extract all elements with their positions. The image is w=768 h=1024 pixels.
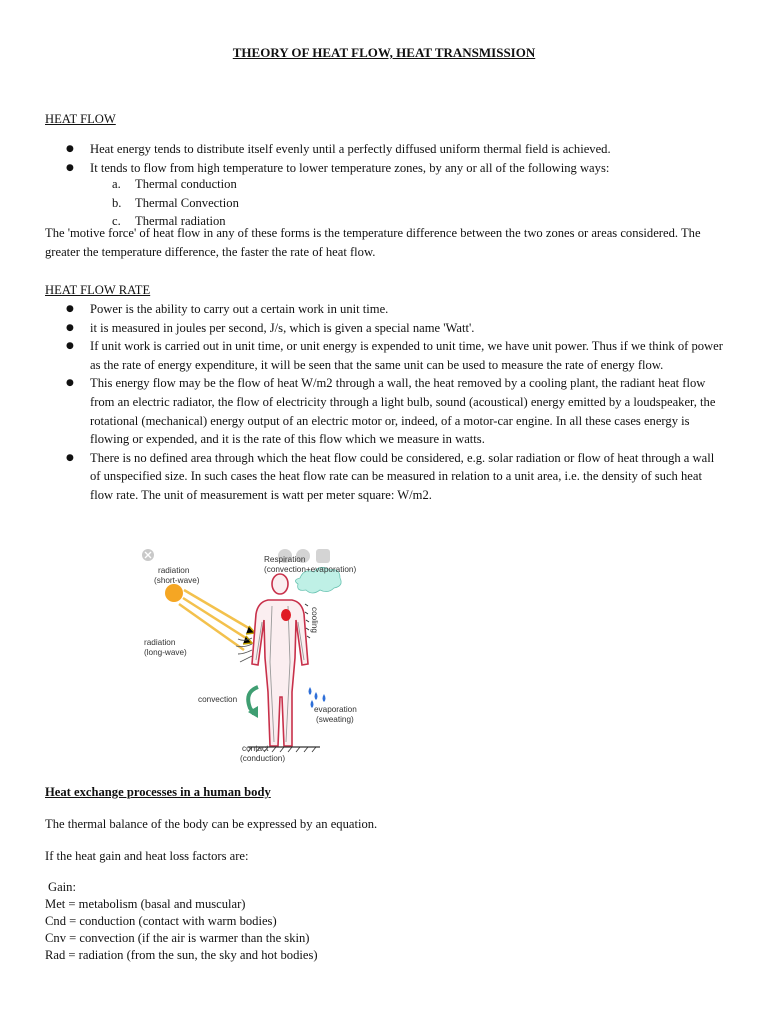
list-item-text: Thermal Convection <box>135 195 239 210</box>
label-contact-sub: (conduction) <box>240 754 286 763</box>
list-item: ● it is measured in joules per second, J/s, which is given a special name 'Watt'. <box>45 319 725 338</box>
list-item: ● There is no defined area through which the heat flow could be considered, e.g. solar radiation or flow of heat through a wall of unspecified size. In such cases the heat flow rate can be measured in relation to a unit area, i.e. the density of such heat flow rate. The unit of measurement is watt per meter square: W/m2. <box>45 449 725 505</box>
toolbar-icon-window <box>316 549 330 563</box>
heat-flow-rate-heading: HEAT FLOW RATE <box>45 283 151 297</box>
list-marker: c. <box>112 214 121 229</box>
heat-flow-heading: HEAT FLOW <box>45 112 116 126</box>
list-item: ● Heat energy tends to distribute itself evenly until a perfectly diffused uniform thermal field is achieved. <box>45 140 725 159</box>
label-radiation-short: radiation <box>158 566 190 575</box>
gain-item-cnd: Cnd = conduction (contact with warm bodies) <box>45 914 277 928</box>
label-convection: convection <box>198 695 238 704</box>
list-marker: b. <box>112 195 122 210</box>
list-item-text: Thermal conduction <box>135 177 237 191</box>
heart-icon <box>281 609 291 621</box>
document-title: THEORY OF HEAT FLOW, HEAT TRANSMISSION <box>232 45 536 60</box>
human-body-icon <box>252 574 308 746</box>
gain-item-met: Met = metabolism (basal and muscular) <box>45 897 246 911</box>
list-item-text: Thermal radiation <box>135 214 226 229</box>
heat-exchange-figure <box>140 542 400 767</box>
list-item: ● Power is the ability to carry out a certain work in unit time. <box>45 300 725 319</box>
list-item: ● It tends to flow from high temperature to lower temperature zones, by any or all of the following ways: <box>45 159 725 178</box>
list-item <box>45 194 725 213</box>
label-respiration: Respiration <box>264 555 306 564</box>
heat-exchange-heading: Heat exchange processes in a human body <box>45 785 271 799</box>
label-radiation-long-sub: (long-wave) <box>144 648 187 657</box>
sun-rays <box>179 590 252 650</box>
heat-flow-paragraph: The 'motive force' of heat flow in any of these forms is the temperature difference between the two zones or areas considered. The greater the temperature difference, the faster the rate of heat flow. <box>45 226 701 259</box>
gain-loss-intro-text: If the heat gain and heat loss factors are: <box>45 849 249 863</box>
gain-item-cnv: Cnv = convection (if the air is warmer than the skin) <box>45 931 310 945</box>
list-item <box>45 175 725 194</box>
heat-flow-rate-bullets <box>45 300 725 505</box>
label-cooling: cooling <box>310 607 319 633</box>
sun-icon <box>165 584 183 602</box>
gain-item-rad: Rad = radiation (from the sun, the sky and hot bodies) <box>45 948 318 962</box>
gain-label: Gain: <box>48 880 76 894</box>
list-item: ● This energy flow may be the flow of heat W/m2 through a wall, the heat removed by a cooling plant, the radiant heat flow from an electric radiator, the flow of electricity through a light bulb, sound (acoustical) energy emitted by a loudspeaker, the rotational (mechanical) energy output of an electric motor or, indeed, of a motor-car engine. In all these cases energy is flowing or expended, and it is the rate of this flow which we measure in watts. <box>45 374 725 448</box>
label-radiation-long: radiation <box>144 638 176 647</box>
thermal-balance-text: The thermal balance of the body can be expressed by an equation. <box>45 817 378 831</box>
list-item: ● If unit work is carried out in unit time, or unit energy is expended to unit time, we have unit power. Thus if we think of power as the rate of energy expenditure, it will be seen that the same unit can be used to measure the rate of energy flow. <box>45 337 725 374</box>
heat-flow-bullets <box>45 140 725 177</box>
label-radiation-short-sub: (short-wave) <box>154 576 200 585</box>
list-marker: a. <box>112 177 121 191</box>
label-contact: contact <box>242 744 269 753</box>
label-respiration-sub: (convection+evaporation) <box>264 565 357 574</box>
label-evaporation-sub: (sweating) <box>316 715 354 724</box>
heat-flow-ways-list <box>45 175 725 231</box>
label-evaporation: evaporation <box>314 705 357 714</box>
